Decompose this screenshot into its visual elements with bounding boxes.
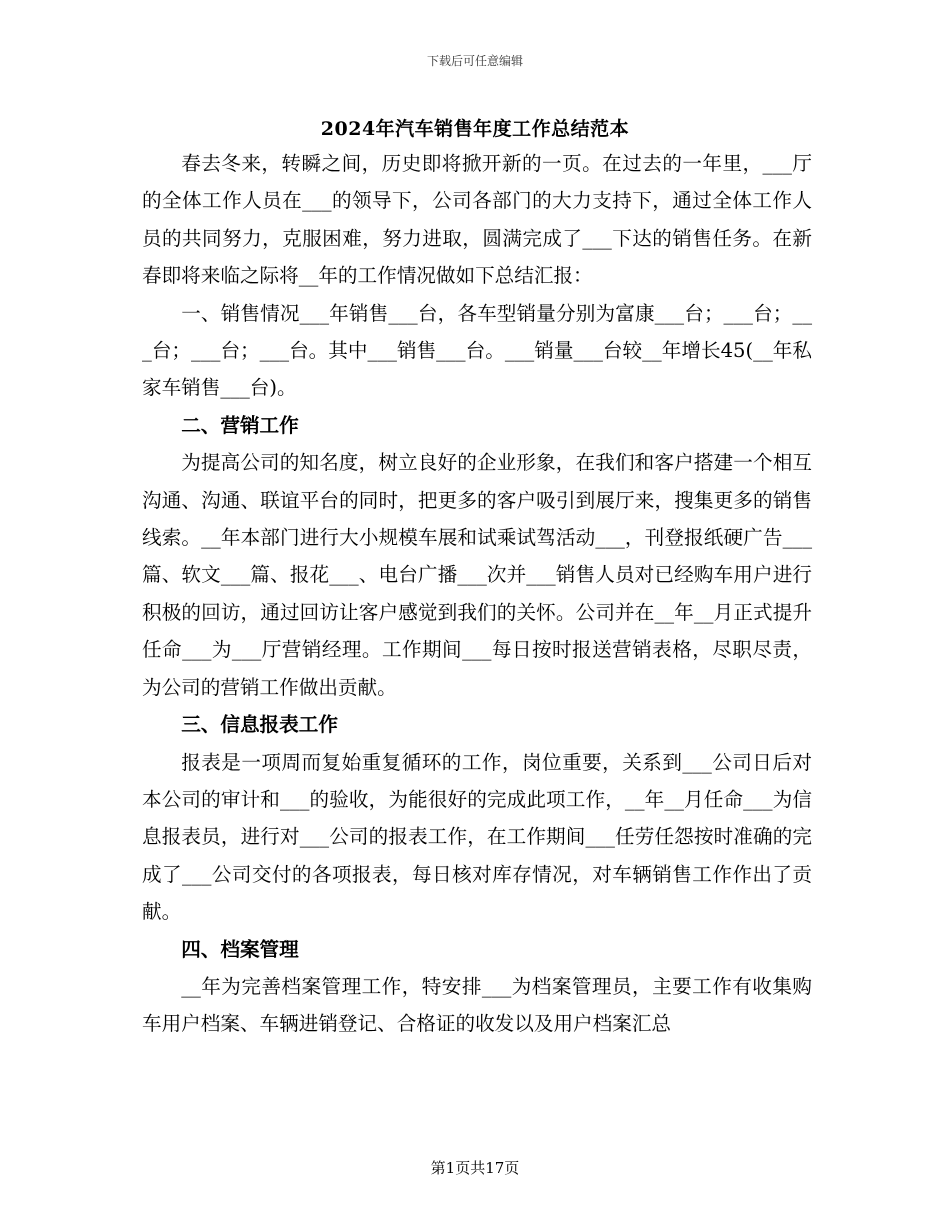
document-body (142, 145, 812, 1043)
marketing-heading: 二、营销工作 (181, 413, 299, 437)
reports-heading: 三、信息报表工作 (181, 713, 338, 737)
intro-paragraph: 春去冬来，转瞬之间，历史即将掀开新的一页。在过去的一年里，___厅的全体工作人员在___的领导下，公司各部门的大力支持下，通过全体工作人员的共同努力，克服困难，努力进取，圆满完成了___下达的销售任务。在新春即将来临之际将__年的工作情况做如下总结汇报： (142, 152, 812, 288)
marketing-paragraph: 为提高公司的知名度，树立良好的企业形象，在我们和客户搭建一个相互沟通、沟通、联谊平台的同时，把更多的客户吸引到展厅来，搜集更多的销售线索。__年本部门进行大小规模车展和试乘试驾活动___，刊登报纸硬广告___篇、软文___篇、报花___、电台广播___次并___销售人员对已经购车用户进行积极的回访，通过回访让客户感觉到我们的关怀。公司并在__年__月正式提升任命___为___厅营销经理。工作期间___每日按时报送营销表格，尽职尽责，为公司的营销工作做出贡献。 (142, 451, 812, 699)
document-title: 2024年汽车销售年度工作总结范本 (320, 118, 630, 140)
page-number: 第1页共17页 (430, 1159, 520, 1177)
reports-paragraph: 报表是一项周而复始重复循环的工作，岗位重要，关系到___公司日后对本公司的审计和___的验收，为能很好的完成此项工作，__年__月任命___为信息报表员，进行对___公司的报表工作，在工作期间___任劳任怨按时准确的完成了___公司交付的各项报表，每日核对库存情况，对车辆销售工作作出了贡献。 (142, 750, 812, 924)
header-note: 下载后可任意编辑 (426, 54, 523, 68)
archives-paragraph: __年为完善档案管理工作，特安排___为档案管理员，主要工作有收集购车用户档案、车辆进销登记、合格证的收发以及用户档案汇总 (142, 974, 812, 1036)
sales-paragraph: 一、销售情况___年销售___台，各车型销量分别为富康___台；___台；___台；___台；___台。其中___销售___台。___销量___台较__年增长45(__年私家车销售___台)。 (142, 301, 812, 400)
archives-heading: 四、档案管理 (181, 937, 299, 961)
